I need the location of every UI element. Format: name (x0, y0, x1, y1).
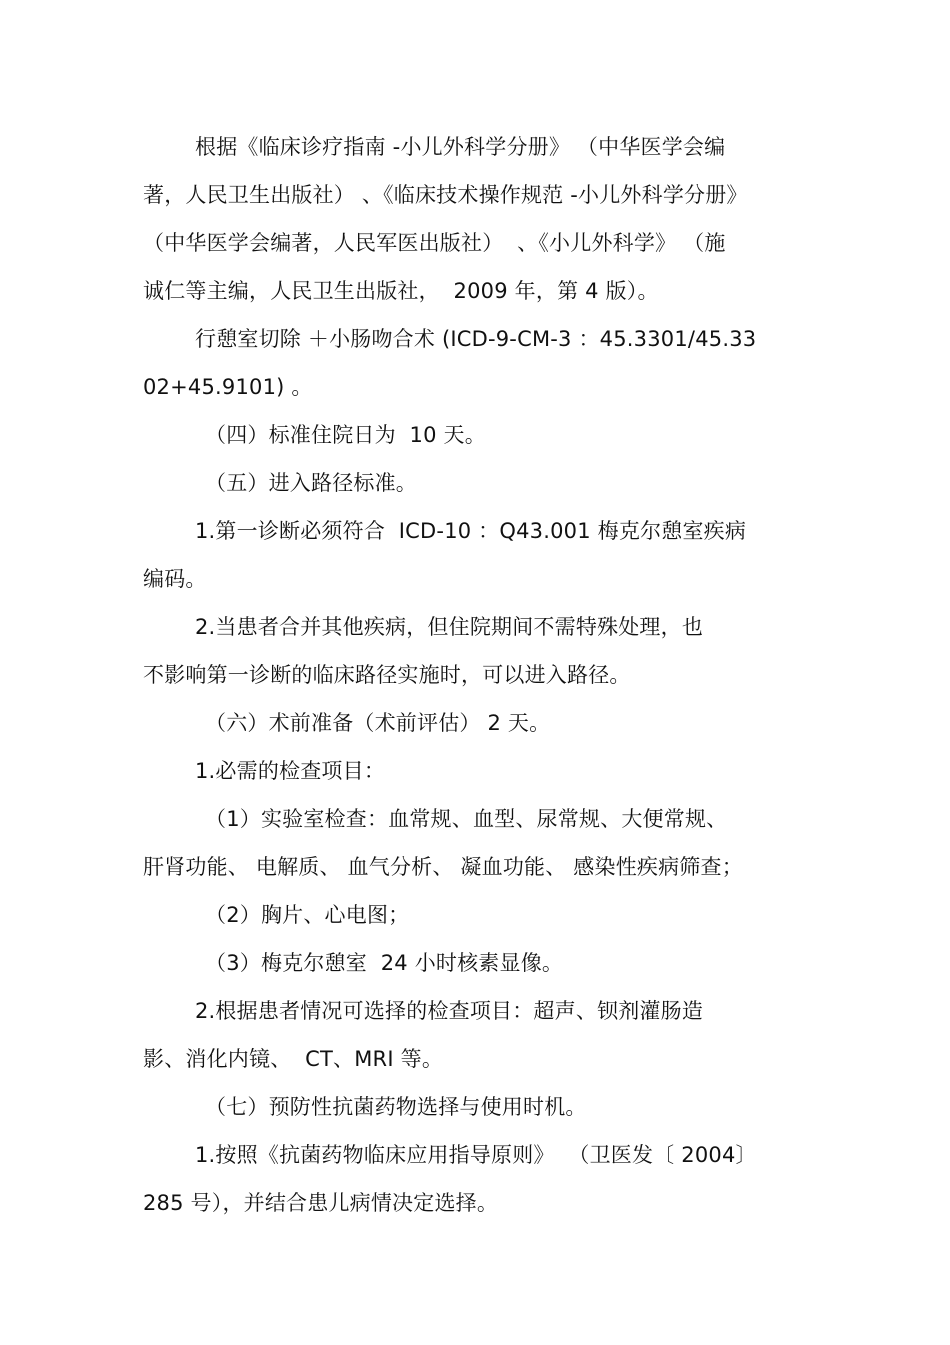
list-item: （1）实验室检查：血常规、血型、尿常规、大便常规、 (205, 807, 728, 831)
paragraph-line: 行憩室切除 ＋小肠吻合术 (ICD-9-CM-3 ：45.3301/45.33 (195, 327, 757, 351)
paragraph-line: 编码。 (143, 567, 207, 591)
paragraph-line: 根据《临床诊疗指南 -小儿外科学分册》 （中华医学会编 (195, 135, 726, 159)
list-item: 2.根据患者情况可选择的检查项目：超声、钡剂灌肠造 (195, 999, 704, 1023)
paragraph-line: 02+45.9101) 。 (143, 375, 313, 399)
paragraph-line: 285 号），并结合患儿病情决定选择。 (143, 1191, 499, 1215)
paragraph-line: 诚仁等主编，人民卫生出版社， 2009 年，第 4 版）。 (143, 279, 659, 303)
paragraph-line: （中华医学会编著，人民军医出版社） 、《小儿外科学》 （施 (143, 231, 726, 255)
paragraph-line: 影、消化内镜、 CT、MRI 等。 (143, 1047, 444, 1071)
list-item: （2）胸片、心电图； (205, 903, 410, 927)
list-item: 2.当患者合并其他疾病，但住院期间不需特殊处理，也 (195, 615, 704, 639)
list-item: 1.第一诊断必须符合 ICD-10 ：Q43.001 梅克尔憩室疾病 (195, 519, 747, 543)
list-item: 1.按照《抗菌药物临床应用指导原则》 （卫医发〔 2004〕 (195, 1143, 757, 1167)
section-heading: （七）预防性抗菌药物选择与使用时机。 (205, 1095, 587, 1119)
section-heading: （六）术前准备（术前评估） 2 天。 (205, 711, 551, 735)
section-heading: （四）标准住院日为 10 天。 (205, 423, 486, 447)
paragraph-line: 不影响第一诊断的临床路径实施时，可以进入路径。 (143, 663, 631, 687)
list-item: 1.必需的检查项目： (195, 759, 386, 783)
list-item: （3）梅克尔憩室 24 小时核素显像。 (205, 951, 564, 975)
paragraph-line: 肝肾功能、 电解质、 血气分析、 凝血功能、 感染性疾病筛查； (143, 855, 743, 879)
paragraph-line: 著，人民卫生出版社） 、《临床技术操作规范 -小儿外科学分册》 (143, 183, 748, 207)
section-heading: （五）进入路径标准。 (205, 471, 417, 495)
